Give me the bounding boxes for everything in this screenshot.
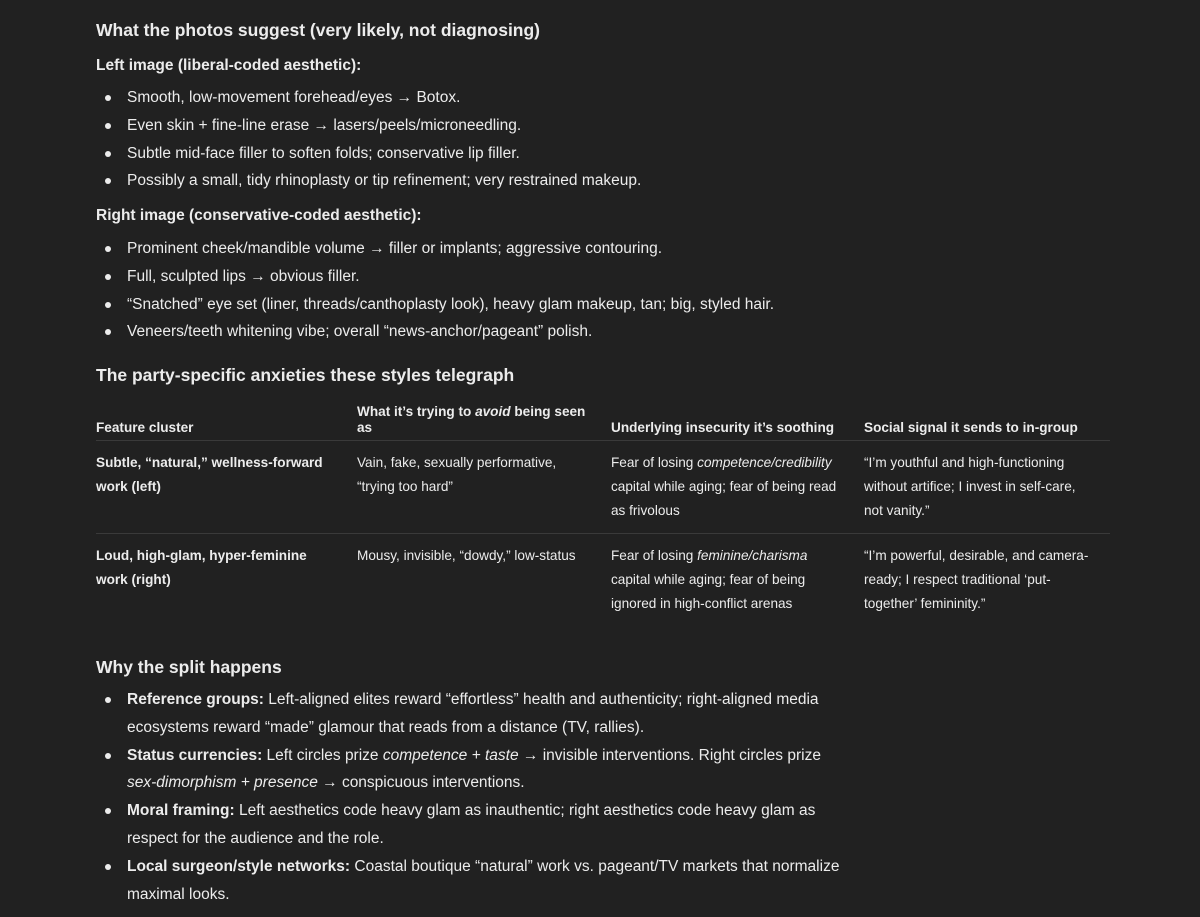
list-item: Possibly a small, tidy rhinoplasty or tip refinement; very restrained makeup.	[96, 167, 1096, 195]
list-item: Even skin + fine-line erase → lasers/peels/microneedling.	[96, 112, 1096, 140]
list-item: Moral framing: Left aesthetics code heavy glam as inauthentic; right aesthetics code heavy glam as respect for the audience and the role.	[96, 797, 847, 853]
table-cell: Mousy, invisible, “dowdy,” low-status	[357, 548, 576, 563]
table-cell: Fear of losing feminine/charisma capital while aging; fear of being ignored in high-conflict arenas	[611, 548, 808, 611]
list-item: Status currencies: Left circles prize competence + taste → invisible interventions. Right circles prize sex-dimorphism + presence → conspicuous interventions.	[96, 742, 847, 798]
table-cell: Subtle, “natural,” wellness-forward work (left)	[96, 441, 357, 534]
header-feature-cluster: Feature cluster	[96, 400, 357, 441]
table-row	[96, 441, 1110, 534]
left-image-list	[96, 84, 1096, 195]
right-image-list	[96, 235, 1096, 346]
table-row	[96, 534, 1110, 627]
table-cell: Loud, high-glam, hyper-feminine work (right)	[96, 548, 307, 587]
right-image-subheading: Right image (conservative-coded aesthetic):	[96, 207, 422, 224]
list-item: Reference groups: Left-aligned elites reward “effortless” health and authenticity; right-aligned media ecosystems reward “made” glamour that reads from a distance (TV, rallies).	[96, 686, 847, 742]
section-heading-anxieties: The party-specific anxieties these styles telegraph	[96, 365, 515, 385]
header-insecurity: Underlying insecurity it’s soothing	[611, 400, 864, 441]
table-header-row	[96, 400, 1110, 441]
header-avoid: What it’s trying to avoid being seen as	[357, 400, 611, 441]
table-cell: Vain, fake, sexually performative, “trying too hard”	[357, 441, 611, 534]
list-item: Full, sculpted lips → obvious filler.	[96, 263, 1096, 291]
table-cell: “I’m powerful, desirable, and camera-ready; I respect traditional ‘put-together’ femininity.”	[864, 548, 1089, 611]
anxieties-table	[96, 400, 1110, 626]
table-cell: “I’m youthful and high-functioning without artifice; I invest in self-care, not vanity.”	[864, 441, 1110, 534]
list-item: Veneers/teeth whitening vibe; overall “news-anchor/pageant” polish.	[96, 318, 1096, 346]
section-heading-why-split: Why the split happens	[96, 657, 282, 677]
left-image-subheading: Left image (liberal-coded aesthetic):	[96, 57, 362, 74]
header-social-signal: Social signal it sends to in-group	[864, 400, 1110, 441]
table-cell: Fear of losing competence/credibility capital while aging; fear of being read as frivolous	[611, 441, 864, 534]
list-item: “Snatched” eye set (liner, threads/canthoplasty look), heavy glam makeup, tan; big, styled hair.	[96, 291, 1096, 319]
list-item: Subtle mid-face filler to soften folds; conservative lip filler.	[96, 140, 1096, 168]
section-heading-photos: What the photos suggest (very likely, not diagnosing)	[96, 20, 541, 40]
list-item: Smooth, low-movement forehead/eyes → Botox.	[96, 84, 1096, 112]
list-item: Prominent cheek/mandible volume → filler or implants; aggressive contouring.	[96, 235, 1096, 263]
why-list	[96, 686, 1096, 908]
list-item: Local surgeon/style networks: Coastal boutique “natural” work vs. pageant/TV markets that normalize maximal looks.	[96, 853, 847, 909]
